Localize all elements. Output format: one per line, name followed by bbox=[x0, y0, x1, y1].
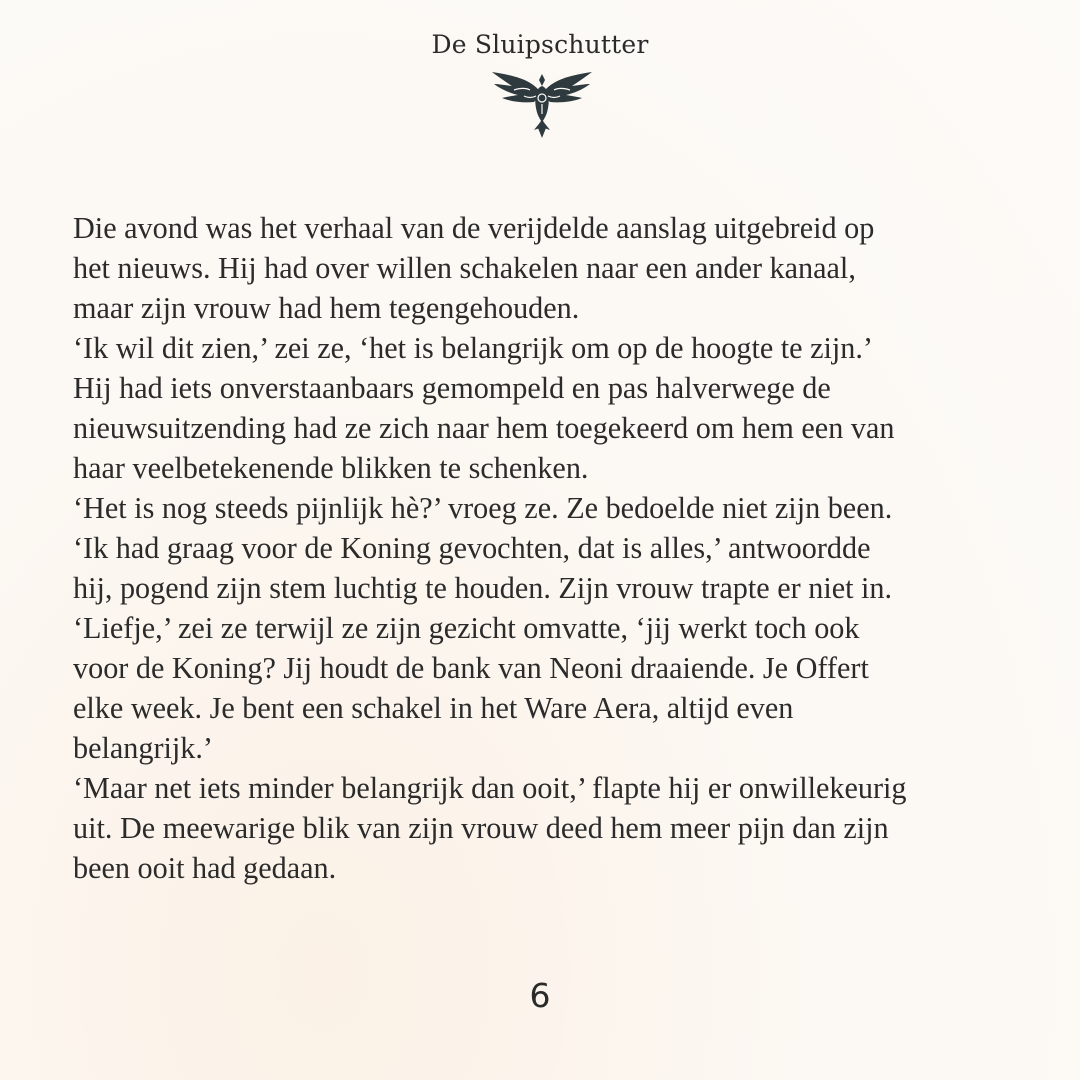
text-line: ‘Ik wil dit zien,’ zei ze, ‘het is belangrijk om op de hoogte te zijn.’ bbox=[73, 331, 873, 365]
text-line: Hij had iets onverstaanbaars gemompeld en pas halverwege de bbox=[73, 371, 831, 405]
page-number: 6 bbox=[529, 976, 551, 1015]
book-title: De Sluipschutter bbox=[431, 30, 649, 59]
text-line: voor de Koning? Jij houdt de bank van Neoni draaiende. Je Offert bbox=[73, 651, 869, 685]
text-line: ‘Maar net iets minder belangrijk dan ooit,’ flapte hij er onwillekeurig bbox=[73, 771, 907, 805]
text-line: ‘Het is nog steeds pijnlijk hè?’ vroeg ze. Ze bedoelde niet zijn been. bbox=[73, 491, 893, 525]
bird-emblem-icon bbox=[490, 68, 594, 138]
text-line: het nieuws. Hij had over willen schakelen naar een ander kanaal, bbox=[73, 251, 856, 285]
chapter-body-text bbox=[73, 208, 1023, 888]
text-line: been ooit had gedaan. bbox=[73, 851, 337, 885]
text-line: nieuwsuitzending had ze zich naar hem toegekeerd om hem een van bbox=[73, 411, 895, 445]
text-line: belangrijk.’ bbox=[73, 731, 213, 765]
text-line: ‘Ik had graag voor de Koning gevochten, dat is alles,’ antwoordde bbox=[73, 531, 871, 565]
text-line: maar zijn vrouw had hem tegengehouden. bbox=[73, 291, 580, 325]
text-line: haar veelbetekenende blikken te schenken. bbox=[73, 451, 589, 485]
text-line: elke week. Je bent een schakel in het Ware Aera, altijd even bbox=[73, 691, 794, 725]
text-line: ‘Liefje,’ zei ze terwijl ze zijn gezicht omvatte, ‘jij werkt toch ook bbox=[73, 611, 860, 645]
text-line: Die avond was het verhaal van de verijdelde aanslag uitgebreid op bbox=[73, 211, 875, 245]
text-line: hij, pogend zijn stem luchtig te houden. Zijn vrouw trapte er niet in. bbox=[73, 571, 893, 605]
text-line: uit. De meewarige blik van zijn vrouw deed hem meer pijn dan zijn bbox=[73, 811, 889, 845]
